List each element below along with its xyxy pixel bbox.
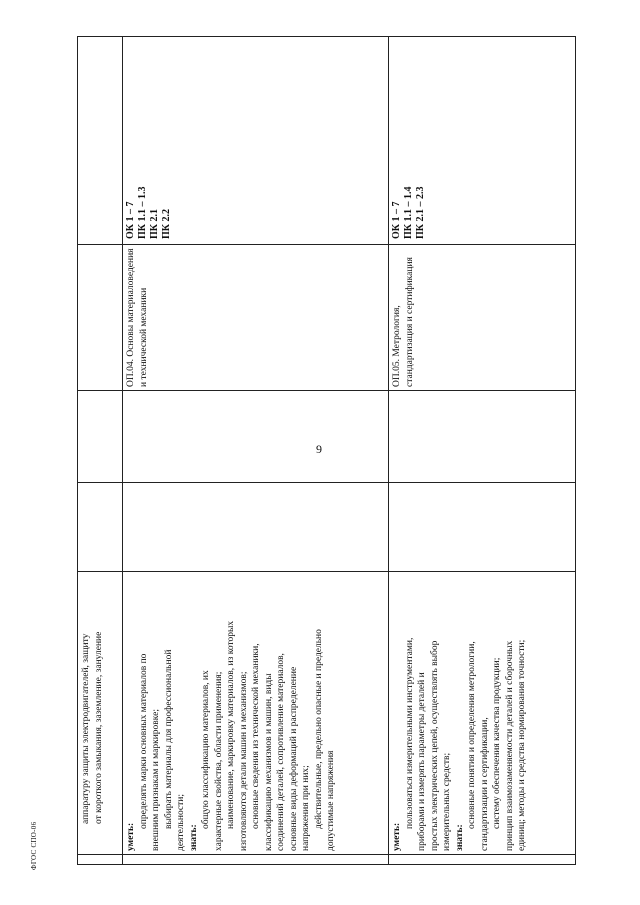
page-number: 9: [316, 442, 322, 456]
content-line: деятельности;: [176, 793, 186, 851]
empty-cell: [389, 483, 576, 572]
content-line: основные понятия и определения метрологии,: [467, 641, 477, 829]
content-line: принцип взаимозаменяемости деталей и сборочных: [504, 640, 515, 851]
competency-table: [77, 36, 576, 865]
empty-cell: [78, 483, 123, 572]
content-line: основные сведения из технической механики,: [251, 643, 261, 829]
empty-cell: [389, 391, 576, 483]
content-cell: [389, 572, 576, 855]
table-row: [123, 37, 389, 865]
content-line: от короткого замыкания, заземление, зануление: [93, 631, 104, 824]
content-cell: [78, 572, 123, 855]
content-cell: [123, 572, 389, 855]
competency-cell: [78, 37, 123, 245]
content-line: действительные, предельно опасные и предельно: [313, 629, 324, 829]
znat-label: знать:: [454, 824, 465, 851]
content-line: аппаратуру защиты электродвигателей, защиту: [81, 633, 91, 824]
index-cell: [78, 855, 123, 865]
content-line: приборами и измерять параметры деталей и: [417, 672, 427, 851]
competency-code: ОК 1 – 7: [125, 201, 136, 239]
index-cell: [123, 855, 389, 865]
znat-label: знать:: [188, 824, 199, 851]
content-line: определять марки основных материалов по: [138, 653, 149, 829]
competency-cell: [389, 37, 576, 245]
umet-label: уметь:: [392, 822, 402, 851]
competency-code: ПК 2.1: [149, 208, 160, 239]
competency-code: ОК 1 – 7: [391, 201, 402, 239]
content-line: соединений деталей, сопротивление материалов,: [276, 653, 286, 851]
content-line: простых электрических цепей, осуществлять выбор: [429, 640, 440, 851]
content-line: допустимые напряжения: [326, 750, 336, 851]
competency-code: ПК 1.1 – 1.3: [137, 186, 148, 239]
discipline-cell: ОП.05. Метрология, стандартизация и сертификация: [389, 245, 576, 391]
index-cell: [389, 855, 576, 865]
empty-cell: [78, 391, 123, 483]
content-line: систему обеспечения качества продукции;: [492, 657, 502, 829]
content-line: характерные свойства, области применения;: [213, 671, 224, 851]
content-line: стандартизации и сертификации,: [479, 717, 490, 851]
empty-cell: [123, 391, 389, 483]
content-line: общую классификацию материалов, их: [201, 670, 211, 829]
table-row: [78, 37, 123, 865]
footer-label: ФГОС СПО-06: [30, 821, 38, 870]
content-line: изготовляются детали машин и механизмов;: [238, 671, 249, 851]
rotated-table-area: [77, 37, 575, 865]
content-line: классификацию механизмов и машин, виды: [263, 673, 274, 851]
empty-cell: [123, 483, 389, 572]
content-line: выбирать материалы для профессиональной: [163, 649, 174, 829]
competency-code: ПК 2.1 – 2.3: [415, 186, 426, 239]
content-line: напряжения при них;: [301, 765, 311, 851]
content-line: единиц; методы и средства нормирования точности;: [517, 639, 527, 851]
discipline-cell: [78, 245, 123, 391]
competency-code: ПК 2.2: [161, 208, 172, 239]
content-line: внешним признакам и маркировке;: [151, 709, 161, 851]
content-line: наименование, маркировку материалов, из которых: [226, 620, 236, 829]
competency-cell: [123, 37, 389, 245]
content-line: основные виды деформаций и распределение: [288, 666, 299, 851]
discipline-cell: ОП.04. Основы материаловедения и технической механики: [123, 245, 389, 391]
content-line: пользоваться измерительными инструментами,: [404, 637, 415, 829]
table-row: [389, 37, 576, 865]
umet-label: уметь:: [126, 822, 136, 851]
content-line: измерительных средств;: [442, 752, 452, 851]
competency-code: ПК 1.1 – 1.4: [403, 186, 414, 239]
